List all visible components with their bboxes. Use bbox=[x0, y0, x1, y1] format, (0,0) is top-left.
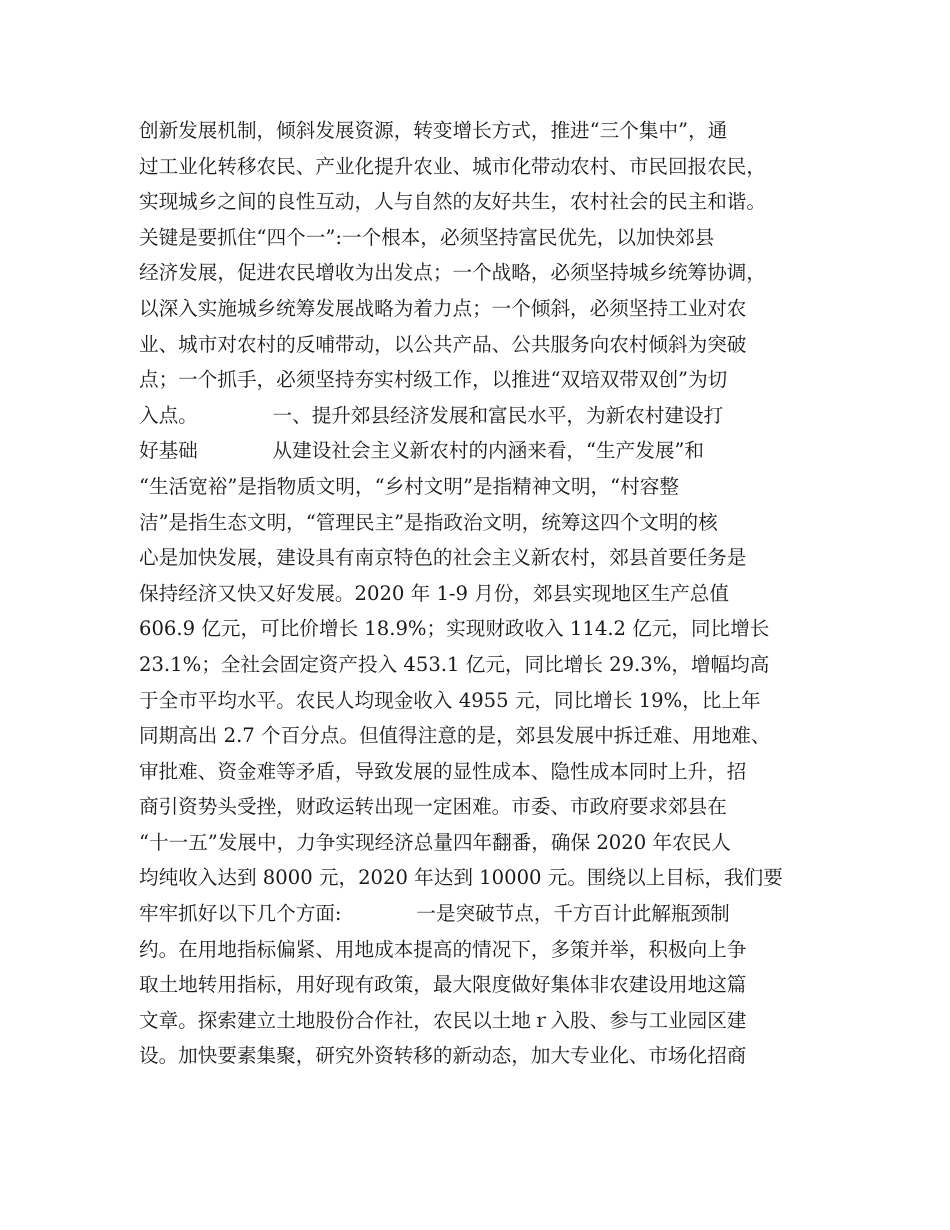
text-line: 审批难、资金难等矛盾，导致发展的显性成本、隐性成本同时上升，招 bbox=[139, 759, 747, 783]
text-line: 业、城市对农村的反哺带动，以公共产品、公共服务向农村倾斜为突破 bbox=[139, 332, 747, 356]
text-line: 实现城乡之间的良性互动，人与自然的友好共生，农村社会的民主和谐。 bbox=[139, 190, 766, 214]
text-line: 洁”是指生态文明，“管理民主”是指政治文明，统筹这四个文明的核 bbox=[139, 510, 718, 534]
text-line: 入点。 一、提升郊县经济发展和富民水平，为新农村建设打 bbox=[139, 403, 724, 427]
text-line: 心是加快发展，建设具有南京特色的社会主义新农村，郊县首要任务是 bbox=[139, 546, 747, 570]
text-line: 文章。探索建立土地股份合作社，农民以土地ｒ入股、参与工业园区建 bbox=[139, 1008, 747, 1032]
text-line: 于全市平均水平。农民人均现金收入 4955 元，同比增长 19%，比上年 bbox=[139, 688, 761, 712]
text-line: 606.9 亿元，可比价增长 18.9%；实现财政收入 114.2 亿元，同比增长 bbox=[139, 617, 770, 641]
text-line: 关键是要抓住“四个一”:一个根本，必须坚持富民优先，以加快郊县 bbox=[139, 225, 715, 249]
text-line: “生活宽裕”是指物质文明，“乡村文明”是指精神文明，“村容整 bbox=[139, 474, 679, 498]
text-line: 设。加快要素集聚，研究外资转移的新动态，加大专业化、市场化招商 bbox=[139, 1044, 747, 1068]
text-line: 好基础 从建设社会主义新农村的内涵来看，“生产发展”和 bbox=[139, 439, 705, 463]
text-line: 取土地转用指标，用好现有政策，最大限度做好集体非农建设用地这篇 bbox=[139, 973, 747, 997]
text-line: 保持经济又快又好发展。2020 年 1-9 月份，郊县实现地区生产总值 bbox=[139, 581, 729, 605]
text-line: 商引资势头受挫，财政运转出现一定困难。市委、市政府要求郊县在 bbox=[139, 795, 727, 819]
text-line: 以深入实施城乡统筹发展战略为着力点；一个倾斜，必须坚持工业对农 bbox=[139, 296, 747, 320]
text-line: 同期高出 2.7 个百分点。但值得注意的是，郊县发展中拆迁难、用地难、 bbox=[139, 724, 771, 748]
body-text bbox=[139, 113, 829, 1074]
text-line: 23.1%；全社会固定资产投入 453.1 亿元，同比增长 29.3%，增幅均高 bbox=[139, 652, 770, 676]
text-line: 经济发展，促进农民增收为出发点；一个战略，必须坚持城乡统筹协调， bbox=[139, 261, 766, 285]
text-line: 过工业化转移农民、产业化提升农业、城市化带动农村、市民回报农民， bbox=[139, 154, 766, 178]
text-line: “十一五”发展中，力争实现经济总量四年翻番，确保 2020 年农民人 bbox=[139, 830, 731, 854]
text-line: 约。在用地指标偏紧、用地成本提高的情况下，多策并举，积极向上争 bbox=[139, 937, 747, 961]
text-line: 创新发展机制，倾斜发展资源，转变增长方式，推进“三个集中”，通 bbox=[139, 119, 728, 142]
text-line: 牢牢抓好以下几个方面: 一是突破节点，千方百计此解瓶颈制 bbox=[139, 902, 730, 926]
text-line: 点；一个抓手，必须坚持夯实村级工作，以推进“双培双带双创”为切 bbox=[139, 368, 728, 392]
text-line: 均纯收入达到 8000 元，2020 年达到 10000 元。围绕以上目标，我们要 bbox=[139, 866, 783, 890]
